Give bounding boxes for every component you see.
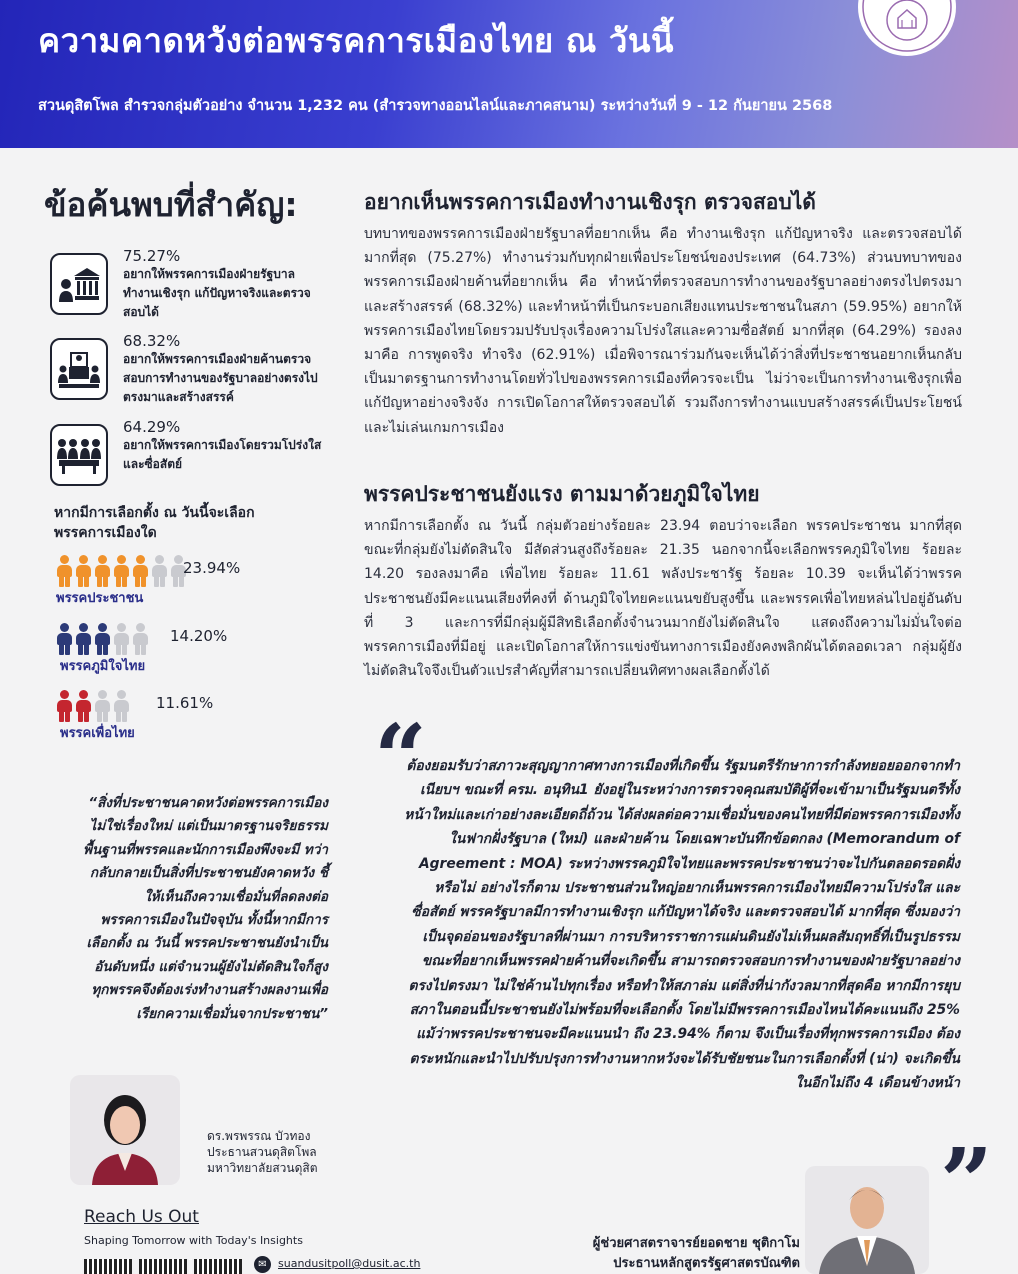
finding-text: อยากให้พรรคการเมืองโดยรวมโปร่งใสและซื่อสัตย์ [123, 438, 322, 471]
findings-title: ข้อค้นพบที่สำคัญ: [44, 185, 298, 224]
person-icon [113, 623, 130, 655]
person-icon [56, 690, 73, 722]
person-portrait-icon [70, 1075, 180, 1185]
section-heading: อยากเห็นพรรคการเมืองทำงานเชิงรุก ตรวจสอบได้ [364, 190, 816, 214]
university-logo [858, 0, 956, 56]
section-heading: พรรคประชาชนยังแรง ตามมาด้วยภูมิใจไทย [364, 482, 760, 506]
finding-text: อยากให้พรรคการเมืองฝ่ายค้านตรวจสอบการทำงานของรัฐบาลอย่างตรงไปตรงมาและสร้างสรรค์ [123, 352, 318, 404]
header-banner [0, 0, 1018, 148]
mail-icon: ✉ [254, 1256, 271, 1273]
party-name: พรรคเพื่อไทย [60, 726, 135, 741]
president-photo [70, 1075, 180, 1185]
lecturer-name: ผู้ช่วยศาสตราจารย์ยอดชาย ชุติกาโม [592, 1236, 800, 1251]
section-body: บทบาทของพรรคการเมืองฝ่ายรัฐบาลที่อยากเห็น คือ ทำงานเชิงรุก แก้ปัญหาจริง และตรวจสอบได้มากที่สุด (75.27%) ทำงานร่วมกับทุกฝ่ายเพื่อประโยชน์ของประเทศ (64.73%) ส่วนบทบาทของพรรคการเมืองฝ่ายค้านที่อยากเห็น คือ ทำหน้าที่ตรวจสอบการทำงานของรัฐบาลอย่างตรงไปตรงมาและสร้างสรรค์ (68.32%) และทำหน้าที่เป็นกระบอกเสียงแทนประชาชนในสภา (59.95%) อยากให้พรรคการเมืองไทยโดยรวมปรับปรุงเรื่องความโปร่งใสและความซื่อสัตย์ มากที่สุด (64.29%) รองลงมาคือ การพูดจริง ทำจริง (62.91%) เมื่อพิจารณาร่วมกันจะเห็นได้ว่าสิ่งที่ประชาชนอยากเห็นกลับเป็นมาตรฐานการทำงานโดยทั่วไปของพรรคการเมืองที่ควรจะเป็น ไม่ว่าจะเป็นการทำงานเชิงรุกเพื่อแก้ปัญหาอย่างจริงจัง การเปิดโอกาสให้ตรวจสอบได้ รวมถึงการทำงานแบบสร้างสรรค์เป็นประโยชน์และไม่เล่นเกมการเมือง [364, 226, 962, 436]
reach-us-link[interactable]: Reach Us Out [84, 1207, 199, 1227]
person-icon [94, 555, 111, 587]
finding-text: อยากให้พรรคการเมืองฝ่ายรัฐบาลทำงานเชิงรุก แก้ปัญหาจริงและตรวจสอบได้ [123, 267, 311, 319]
party-row [56, 623, 316, 674]
person-icon [75, 690, 92, 722]
finding-percent: 64.29% [123, 418, 181, 436]
party-name: พรรคประชาชน [56, 591, 144, 606]
person-icon [113, 555, 130, 587]
party-percent: 23.94% [183, 559, 241, 577]
government-building-icon [50, 253, 108, 315]
finding-percent: 75.27% [123, 247, 181, 265]
open-quote-icon: “ [374, 704, 427, 812]
person-portrait-icon [805, 1166, 929, 1274]
person-icon [56, 623, 73, 655]
logo-ring-icon [858, 0, 956, 56]
party-percent: 11.61% [156, 694, 214, 712]
party-percent: 14.20% [170, 627, 228, 645]
person-icon [113, 690, 130, 722]
party-row [56, 690, 316, 741]
qr-code-icon[interactable] [84, 1259, 132, 1274]
page-title: ความคาดหวังต่อพรรคการเมืองไทย ณ วันนี้ [38, 21, 674, 60]
president-role: ประธานสวนดุสิตโพล [207, 1145, 317, 1159]
section-body: หากมีการเลือกตั้ง ณ วันนี้ กลุ่มตัวอย่างร้อยละ 23.94 ตอบว่าจะเลือก พรรคประชาชน มากที่สุด ขณะที่กลุ่มยังไม่ตัดสินใจ มีสัดส่วนสูงถึงร้อยละ 21.35 นอกจากนี้จะเลือกพรรคภูมิใจไทย ร้อยละ 14.20 รองลงมาคือ เพื่อไทย ร้อยละ 11.61 พลังประชารัฐ ร้อยละ 10.39 จะเห็นได้ว่าพรรคประชาชนยังมีคะแนนเสียงที่คงที่ ด้านภูมิใจไทยคะแนนขยับสูงขึ้น และพรรคเพื่อไทยหล่นไปอยู่อันดับที่ 3 และการที่มีกลุ่มผู้มีสิทธิเลือกตั้งจำนวนมากยังไม่ตัดสินใจ แสดงถึงความไม่มั่นใจต่อพรรคการเมืองที่มีอยู่ และเปิดโอกาสให้การแข่งขันทางการเมืองยังคงพลิกผันได้ตลอดเวลา กลุ่มผู้ยังไม่ตัดสินใจจึงเป็นตัวแปรสำคัญที่สามารถเปลี่ยนทิศทางผลเลือกตั้งได้ [364, 518, 962, 680]
qr-code-icon[interactable] [194, 1259, 242, 1274]
person-icon [132, 623, 149, 655]
qr-code-icon[interactable] [139, 1259, 187, 1274]
parliament-debate-icon [50, 338, 108, 400]
person-icon [94, 690, 111, 722]
person-icon [94, 623, 111, 655]
person-icon [75, 555, 92, 587]
president-signature [207, 1128, 318, 1176]
person-icon [132, 555, 149, 587]
contact-email-link[interactable]: suandusitpoll@dusit.ac.th [278, 1257, 421, 1270]
lecturer-photo [805, 1166, 929, 1274]
person-icon [75, 623, 92, 655]
president-name: ดร.พรพรรณ บัวทอง [207, 1129, 311, 1143]
finding-percent: 68.32% [123, 332, 181, 350]
vote-question: หากมีการเลือกตั้ง ณ วันนี้จะเลือกพรรคการเมืองใด [54, 505, 255, 541]
party-row [56, 555, 316, 606]
lecturer-role: ประธานหลักสูตรรัฐศาสตรบัณฑิต [613, 1256, 800, 1271]
person-icon [151, 555, 168, 587]
meeting-group-icon [50, 424, 108, 486]
close-quote-icon: ” [940, 1128, 993, 1236]
tagline: Shaping Tomorrow with Today's Insights [84, 1234, 303, 1247]
president-quote: “สิ่งที่ประชาชนคาดหวังต่อพรรคการเมืองไม่ใช่เรื่องใหม่ แต่เป็นมาตรฐานจริยธรรมพื้นฐานที่พรรคและนักการเมืองพึงจะมี ทว่ากลับกลายเป็นสิ่งที่ประชาชนยังคาดหวัง ชี้ให้เห็นถึงความเชื่อมั่นที่ลดลงต่อพรรคการเมืองในปัจจุบัน ทั้งนี้หากมีการเลือกตั้ง ณ วันนี้ พรรคประชาชนยังนำเป็นอันดับหนึ่ง แต่จำนวนผู้ยังไม่ตัดสินใจก็สูง ทุกพรรคจึงต้องเร่งทำงานสร้างผลงานเพื่อเรียกความเชื่อมั่นจากประชาชน” [83, 795, 328, 1022]
president-affiliation: มหาวิทยาลัยสวนดุสิต [207, 1161, 318, 1175]
lecturer-signature [560, 1234, 800, 1274]
party-name: พรรคภูมิใจไทย [60, 659, 146, 674]
findings-section [44, 178, 344, 231]
page-subtitle: สวนดุสิตโพล สำรวจกลุ่มตัวอย่าง จำนวน 1,232 คน (สำรวจทางออนไลน์และภาคสนาม) ระหว่างวันที่ 9 - 12 กันยายน 2568 [38, 98, 833, 114]
lecturer-quote: ต้องยอมรับว่าสภาวะสุญญากาศทางการเมืองที่เกิดขึ้น รัฐมนตรีรักษาการกำลังทยอยออกจากทำเนียบฯ ขณะที่ ครม. อนุทิน1 ยังอยู่ในระหว่างการตรวจคุณสมบัติผู้ที่จะเข้ามาเป็นรัฐมนตรีทั้งหน้าใหม่และเก่าอย่างละเอียดถี่ถ้วน ได้ส่งผลต่อความเชื่อมั่นของคนไทยที่มีต่อพรรคการเมืองทั้งในฟากฝั่งรัฐบาล (ใหม่) และฝ่ายค้าน โดยเฉพาะบันทึกข้อตกลง (Memorandum of Agreement : MOA) ระหว่างพรรคภูมิใจไทยและพรรคประชาชนว่าจะไปกันตลอดรอดฝั่งหรือไม่ อย่างไรก็ตาม ประชาชนส่วนใหญ่อยากเห็นพรรคการเมืองไทยมีความโปร่งใส และซื่อสัตย์ พรรครัฐบาลมีการทำงานเชิงรุก แก้ปัญหาได้จริง และตรวจสอบได้ มากที่สุด ซึ่งมองว่าเป็นจุดอ่อนของรัฐบาลที่ผ่านมา การบริหารราชการแผ่นดินยังไม่เห็นผลสัมฤทธิ์ที่เป็นรูปธรรมขณะที่อยากเห็นพรรคฝ่ายค้านที่จะเกิดขึ้น สามารถตรวจสอบการทำงานของฝ่ายรัฐบาลอย่างตรงไปตรงมา ไม่ใช่ค้านไปทุกเรื่อง หรือทำให้สภาล่ม แต่สิ่งที่น่ากังวลมากที่สุดคือ หากมีการยุบสภาในตอนนี้ประชาชนยังไม่พร้อมที่จะเลือกตั้ง โดยไม่มีพรรคการเมืองไหนได้คะแนนถึง 25% แม้ว่าพรรคประชาชนจะมีคะแนนนำ ถึง 23.94% ก็ตาม จึงเป็นเรื่องที่ทุกพรรคการเมือง ต้องตระหนักและนำไปปรับปรุงการทำงานหากหวังจะได้รับชัยชนะในการเลือกตั้งที่ (น่า) จะเกิดขึ้นในอีกไม่ถึง 4 เดือนข้างหน้า [404, 758, 960, 1092]
person-icon [56, 555, 73, 587]
